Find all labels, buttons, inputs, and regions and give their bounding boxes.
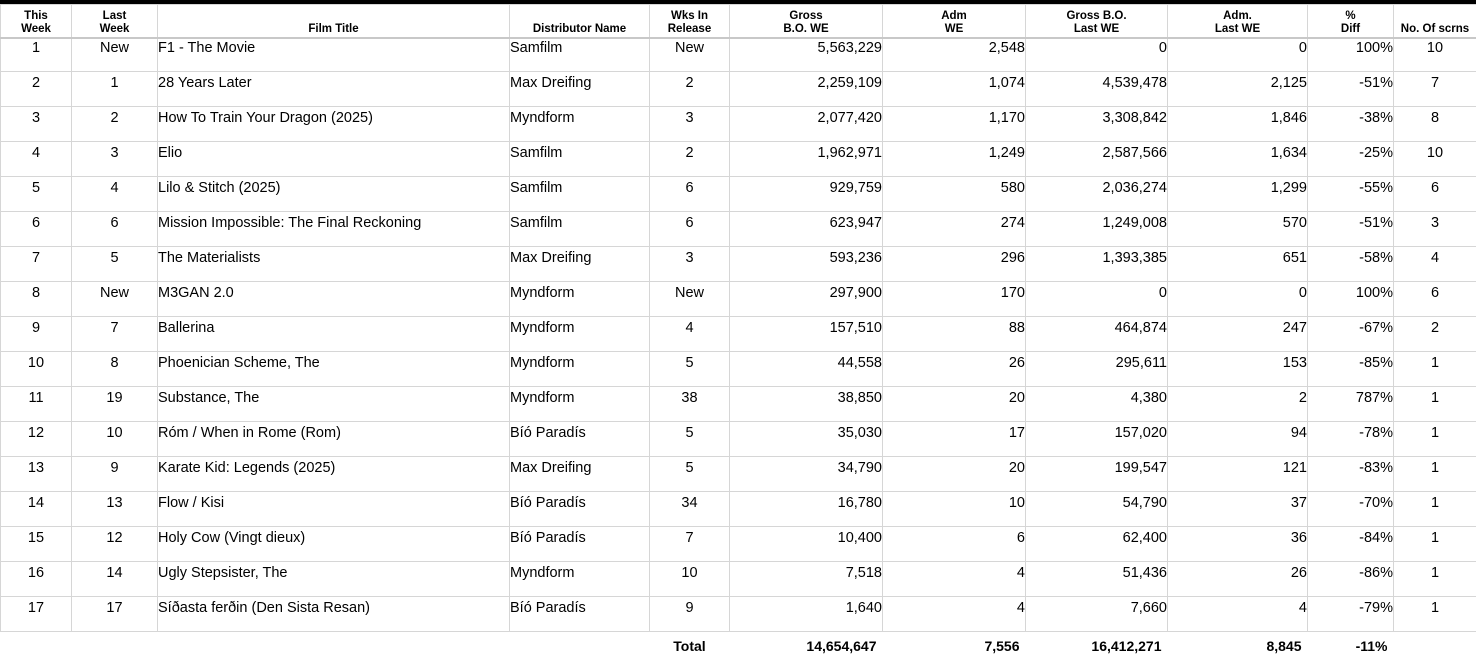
cell-admissions-we: 26 [883, 351, 1026, 386]
cell-gross-bo-we: 34,790 [730, 456, 883, 491]
table-row [1, 561, 1476, 596]
cell-number-of-screens: 6 [1394, 281, 1476, 316]
cell-admissions-last-we: 0 [1168, 281, 1308, 316]
cell-percent-diff: -79% [1308, 596, 1394, 631]
cell-film-title: F1 - The Movie [158, 38, 510, 71]
table-row [1, 141, 1476, 176]
cell-weeks-in-release: 3 [650, 106, 730, 141]
cell-weeks-in-release: 2 [650, 71, 730, 106]
cell-rank-this-week: 4 [1, 141, 72, 176]
cell-film-title: M3GAN 2.0 [158, 281, 510, 316]
cell-gross-bo-last-we: 62,400 [1026, 526, 1168, 561]
cell-gross-bo-we: 10,400 [730, 526, 883, 561]
table-row [1, 106, 1476, 141]
cell-gross-bo-we: 1,640 [730, 596, 883, 631]
cell-distributor: Max Dreifing [510, 71, 650, 106]
header-line-1: Wks In [670, 10, 709, 22]
cell-gross-bo-we: 2,259,109 [730, 71, 883, 106]
cell-percent-diff: 100% [1308, 281, 1394, 316]
cell-weeks-in-release: 6 [650, 211, 730, 246]
cell-rank-last-week: 12 [72, 526, 158, 561]
cell-admissions-we: 274 [883, 211, 1026, 246]
cell-admissions-last-we: 247 [1168, 316, 1308, 351]
cell-number-of-screens: 6 [1394, 176, 1476, 211]
cell-percent-diff: -51% [1308, 211, 1394, 246]
cell-rank-last-week: 4 [72, 176, 158, 211]
header-admissions-we [883, 5, 1026, 39]
cell-gross-bo-we: 297,900 [730, 281, 883, 316]
cell-weeks-in-release: 6 [650, 176, 730, 211]
cell-rank-this-week: 10 [1, 351, 72, 386]
cell-rank-this-week: 16 [1, 561, 72, 596]
cell-rank-this-week: 7 [1, 246, 72, 281]
cell-gross-bo-we: 623,947 [730, 211, 883, 246]
header-line-2: WE [944, 23, 964, 35]
cell-percent-diff: 787% [1308, 386, 1394, 421]
cell-number-of-screens: 7 [1394, 71, 1476, 106]
cell-weeks-in-release: 5 [650, 456, 730, 491]
header-line-2: Distributor Name [532, 23, 627, 35]
cell-gross-bo-we: 7,518 [730, 561, 883, 596]
cell-rank-last-week: 2 [72, 106, 158, 141]
cell-weeks-in-release: 4 [650, 316, 730, 351]
cell-distributor: Myndform [510, 106, 650, 141]
cell-weeks-in-release: New [650, 281, 730, 316]
cell-rank-last-week: 17 [72, 596, 158, 631]
table-row [1, 176, 1476, 211]
cell-rank-last-week: New [72, 281, 158, 316]
cell-number-of-screens: 2 [1394, 316, 1476, 351]
cell-weeks-in-release: 5 [650, 351, 730, 386]
cell-gross-bo-last-we: 2,587,566 [1026, 141, 1168, 176]
cell-film-title: How To Train Your Dragon (2025) [158, 106, 510, 141]
cell-admissions-last-we: 2,125 [1168, 71, 1308, 106]
cell-film-title: The Materialists [158, 246, 510, 281]
cell-number-of-screens: 1 [1394, 526, 1476, 561]
totals-gross-we: 14,654,647 [806, 637, 877, 654]
cell-percent-diff: -38% [1308, 106, 1394, 141]
cell-rank-last-week: 9 [72, 456, 158, 491]
cell-rank-this-week: 15 [1, 526, 72, 561]
totals-gross-last-we: 16,412,271 [1091, 637, 1162, 654]
cell-admissions-we: 4 [883, 561, 1026, 596]
cell-rank-last-week: 14 [72, 561, 158, 596]
header-line-1: Gross [789, 10, 823, 22]
cell-rank-this-week: 3 [1, 106, 72, 141]
cell-distributor: Max Dreifing [510, 246, 650, 281]
cell-film-title: Róm / When in Rome (Rom) [158, 421, 510, 456]
table-row [1, 38, 1476, 71]
cell-distributor: Bíó Paradís [510, 526, 650, 561]
cell-weeks-in-release: 3 [650, 246, 730, 281]
cell-percent-diff: -83% [1308, 456, 1394, 491]
cell-film-title: Elio [158, 141, 510, 176]
cell-gross-bo-last-we: 1,249,008 [1026, 211, 1168, 246]
cell-weeks-in-release: 5 [650, 421, 730, 456]
table-row [1, 281, 1476, 316]
cell-number-of-screens: 1 [1394, 491, 1476, 526]
cell-admissions-last-we: 94 [1168, 421, 1308, 456]
table-row [1, 596, 1476, 631]
cell-film-title: Holy Cow (Vingt dieux) [158, 526, 510, 561]
cell-number-of-screens: 1 [1394, 351, 1476, 386]
cell-rank-this-week: 5 [1, 176, 72, 211]
cell-percent-diff: -84% [1308, 526, 1394, 561]
cell-number-of-screens: 1 [1394, 421, 1476, 456]
cell-rank-this-week: 13 [1, 456, 72, 491]
header-line-2: Week [99, 23, 130, 35]
cell-gross-bo-last-we: 157,020 [1026, 421, 1168, 456]
cell-admissions-last-we: 121 [1168, 456, 1308, 491]
cell-distributor: Myndform [510, 281, 650, 316]
table-footer [1, 631, 1476, 656]
cell-admissions-last-we: 1,846 [1168, 106, 1308, 141]
cell-admissions-we: 1,074 [883, 71, 1026, 106]
cell-admissions-last-we: 153 [1168, 351, 1308, 386]
header-film-title [158, 5, 510, 39]
cell-admissions-last-we: 2 [1168, 386, 1308, 421]
cell-rank-this-week: 2 [1, 71, 72, 106]
table-row [1, 316, 1476, 351]
cell-gross-bo-last-we: 464,874 [1026, 316, 1168, 351]
table-row [1, 491, 1476, 526]
cell-admissions-last-we: 570 [1168, 211, 1308, 246]
cell-percent-diff: -70% [1308, 491, 1394, 526]
cell-rank-last-week: 19 [72, 386, 158, 421]
totals-adm-last-we: 8,845 [1266, 637, 1302, 654]
cell-gross-bo-last-we: 1,393,385 [1026, 246, 1168, 281]
header-gross-bo-we [730, 5, 883, 39]
header-gross-bo-last-we [1026, 5, 1168, 39]
cell-admissions-we: 88 [883, 316, 1026, 351]
table-row [1, 386, 1476, 421]
table-row [1, 526, 1476, 561]
table-row [1, 71, 1476, 106]
cell-weeks-in-release: 38 [650, 386, 730, 421]
cell-gross-bo-last-we: 51,436 [1026, 561, 1168, 596]
cell-gross-bo-we: 593,236 [730, 246, 883, 281]
cell-number-of-screens: 4 [1394, 246, 1476, 281]
header-number-of-screens [1394, 5, 1476, 39]
cell-admissions-we: 20 [883, 386, 1026, 421]
table-row [1, 421, 1476, 456]
cell-percent-diff: -85% [1308, 351, 1394, 386]
header-line-2: B.O. WE [783, 23, 829, 35]
cell-admissions-last-we: 26 [1168, 561, 1308, 596]
cell-rank-last-week: New [72, 38, 158, 71]
header-line-2: Film Title [308, 23, 359, 35]
cell-gross-bo-last-we: 4,539,478 [1026, 71, 1168, 106]
cell-percent-diff: -86% [1308, 561, 1394, 596]
cell-distributor: Samfilm [510, 211, 650, 246]
cell-gross-bo-last-we: 4,380 [1026, 386, 1168, 421]
table-row [1, 211, 1476, 246]
totals-label: Total [673, 637, 706, 654]
header-last-week [72, 5, 158, 39]
cell-rank-this-week: 1 [1, 38, 72, 71]
header-line-1: This [24, 10, 48, 22]
cell-film-title: Phoenician Scheme, The [158, 351, 510, 386]
cell-film-title: Síðasta ferðin (Den Sista Resan) [158, 596, 510, 631]
cell-rank-last-week: 13 [72, 491, 158, 526]
box-office-table [0, 4, 1476, 656]
cell-number-of-screens: 3 [1394, 211, 1476, 246]
cell-number-of-screens: 8 [1394, 106, 1476, 141]
cell-gross-bo-last-we: 199,547 [1026, 456, 1168, 491]
table-row [1, 456, 1476, 491]
cell-rank-last-week: 10 [72, 421, 158, 456]
totals-diff: -11% [1355, 637, 1388, 654]
cell-admissions-we: 580 [883, 176, 1026, 211]
cell-admissions-we: 20 [883, 456, 1026, 491]
cell-weeks-in-release: 34 [650, 491, 730, 526]
cell-admissions-we: 1,249 [883, 141, 1026, 176]
table-row [1, 351, 1476, 386]
cell-rank-last-week: 3 [72, 141, 158, 176]
cell-film-title: Ballerina [158, 316, 510, 351]
cell-number-of-screens: 1 [1394, 561, 1476, 596]
table-body [1, 38, 1476, 631]
cell-distributor: Bíó Paradís [510, 421, 650, 456]
cell-admissions-we: 2,548 [883, 38, 1026, 71]
cell-gross-bo-we: 16,780 [730, 491, 883, 526]
cell-admissions-last-we: 1,299 [1168, 176, 1308, 211]
cell-distributor: Samfilm [510, 38, 650, 71]
cell-gross-bo-last-we: 295,611 [1026, 351, 1168, 386]
cell-film-title: Substance, The [158, 386, 510, 421]
cell-film-title: Ugly Stepsister, The [158, 561, 510, 596]
cell-percent-diff: -58% [1308, 246, 1394, 281]
cell-gross-bo-we: 35,030 [730, 421, 883, 456]
header-line-1: % [1345, 10, 1356, 22]
cell-distributor: Myndform [510, 351, 650, 386]
table-row [1, 246, 1476, 281]
header-line-1: Adm [941, 10, 967, 22]
cell-admissions-we: 170 [883, 281, 1026, 316]
cell-gross-bo-last-we: 54,790 [1026, 491, 1168, 526]
cell-distributor: Myndform [510, 316, 650, 351]
cell-rank-last-week: 7 [72, 316, 158, 351]
cell-admissions-we: 4 [883, 596, 1026, 631]
cell-admissions-last-we: 651 [1168, 246, 1308, 281]
header-line-2: Release [667, 23, 712, 35]
cell-gross-bo-we: 157,510 [730, 316, 883, 351]
cell-number-of-screens: 10 [1394, 38, 1476, 71]
cell-gross-bo-last-we: 2,036,274 [1026, 176, 1168, 211]
cell-weeks-in-release: 9 [650, 596, 730, 631]
header-distributor-name [510, 5, 650, 39]
cell-gross-bo-we: 2,077,420 [730, 106, 883, 141]
cell-number-of-screens: 1 [1394, 596, 1476, 631]
header-line-2: Week [21, 23, 51, 35]
header-line-2: Last WE [1214, 23, 1261, 35]
table-header [1, 5, 1476, 39]
cell-rank-this-week: 9 [1, 316, 72, 351]
header-line-1: Last [102, 10, 127, 22]
header-line-1: Adm. [1223, 10, 1252, 22]
header-percent-diff [1308, 5, 1394, 39]
cell-gross-bo-we: 5,563,229 [730, 38, 883, 71]
cell-distributor: Myndform [510, 386, 650, 421]
cell-gross-bo-last-we: 0 [1026, 38, 1168, 71]
cell-rank-last-week: 5 [72, 246, 158, 281]
cell-rank-this-week: 12 [1, 421, 72, 456]
cell-distributor: Samfilm [510, 141, 650, 176]
cell-distributor: Bíó Paradís [510, 596, 650, 631]
cell-weeks-in-release: 10 [650, 561, 730, 596]
cell-film-title: 28 Years Later [158, 71, 510, 106]
header-line-2: No. Of scrns [1400, 23, 1470, 35]
cell-number-of-screens: 1 [1394, 456, 1476, 491]
cell-percent-diff: -51% [1308, 71, 1394, 106]
cell-rank-this-week: 8 [1, 281, 72, 316]
cell-gross-bo-we: 44,558 [730, 351, 883, 386]
cell-rank-last-week: 1 [72, 71, 158, 106]
totals-row [1, 631, 1476, 656]
header-weeks-in-release [650, 5, 730, 39]
cell-film-title: Lilo & Stitch (2025) [158, 176, 510, 211]
totals-adm-we: 7,556 [984, 637, 1020, 654]
cell-percent-diff: -67% [1308, 316, 1394, 351]
cell-number-of-screens: 10 [1394, 141, 1476, 176]
cell-rank-this-week: 11 [1, 386, 72, 421]
cell-percent-diff: -25% [1308, 141, 1394, 176]
cell-rank-this-week: 6 [1, 211, 72, 246]
totals-spacer-end [1394, 631, 1476, 656]
cell-number-of-screens: 1 [1394, 386, 1476, 421]
cell-gross-bo-last-we: 3,308,842 [1026, 106, 1168, 141]
cell-gross-bo-we: 38,850 [730, 386, 883, 421]
cell-admissions-last-we: 4 [1168, 596, 1308, 631]
cell-admissions-last-we: 36 [1168, 526, 1308, 561]
cell-distributor: Max Dreifing [510, 456, 650, 491]
cell-percent-diff: -55% [1308, 176, 1394, 211]
cell-weeks-in-release: 7 [650, 526, 730, 561]
cell-gross-bo-last-we: 0 [1026, 281, 1168, 316]
cell-percent-diff: 100% [1308, 38, 1394, 71]
cell-admissions-we: 1,170 [883, 106, 1026, 141]
header-row [1, 5, 1476, 39]
cell-weeks-in-release: New [650, 38, 730, 71]
cell-admissions-we: 296 [883, 246, 1026, 281]
header-admissions-last-we [1168, 5, 1308, 39]
cell-admissions-we: 6 [883, 526, 1026, 561]
cell-admissions-last-we: 0 [1168, 38, 1308, 71]
cell-gross-bo-last-we: 7,660 [1026, 596, 1168, 631]
cell-distributor: Samfilm [510, 176, 650, 211]
cell-rank-this-week: 17 [1, 596, 72, 631]
cell-film-title: Flow / Kisi [158, 491, 510, 526]
cell-weeks-in-release: 2 [650, 141, 730, 176]
header-line-2: Last WE [1073, 23, 1120, 35]
cell-gross-bo-we: 1,962,971 [730, 141, 883, 176]
cell-admissions-we: 17 [883, 421, 1026, 456]
header-this-week [1, 5, 72, 39]
cell-admissions-last-we: 37 [1168, 491, 1308, 526]
cell-percent-diff: -78% [1308, 421, 1394, 456]
cell-film-title: Karate Kid: Legends (2025) [158, 456, 510, 491]
cell-distributor: Myndform [510, 561, 650, 596]
header-line-1: Gross B.O. [1066, 10, 1127, 22]
cell-distributor: Bíó Paradís [510, 491, 650, 526]
cell-rank-this-week: 14 [1, 491, 72, 526]
cell-rank-last-week: 8 [72, 351, 158, 386]
totals-spacer [1, 631, 650, 656]
cell-admissions-we: 10 [883, 491, 1026, 526]
header-line-2: Diff [1340, 23, 1361, 35]
cell-film-title: Mission Impossible: The Final Reckoning [158, 211, 510, 246]
cell-gross-bo-we: 929,759 [730, 176, 883, 211]
cell-admissions-last-we: 1,634 [1168, 141, 1308, 176]
cell-rank-last-week: 6 [72, 211, 158, 246]
